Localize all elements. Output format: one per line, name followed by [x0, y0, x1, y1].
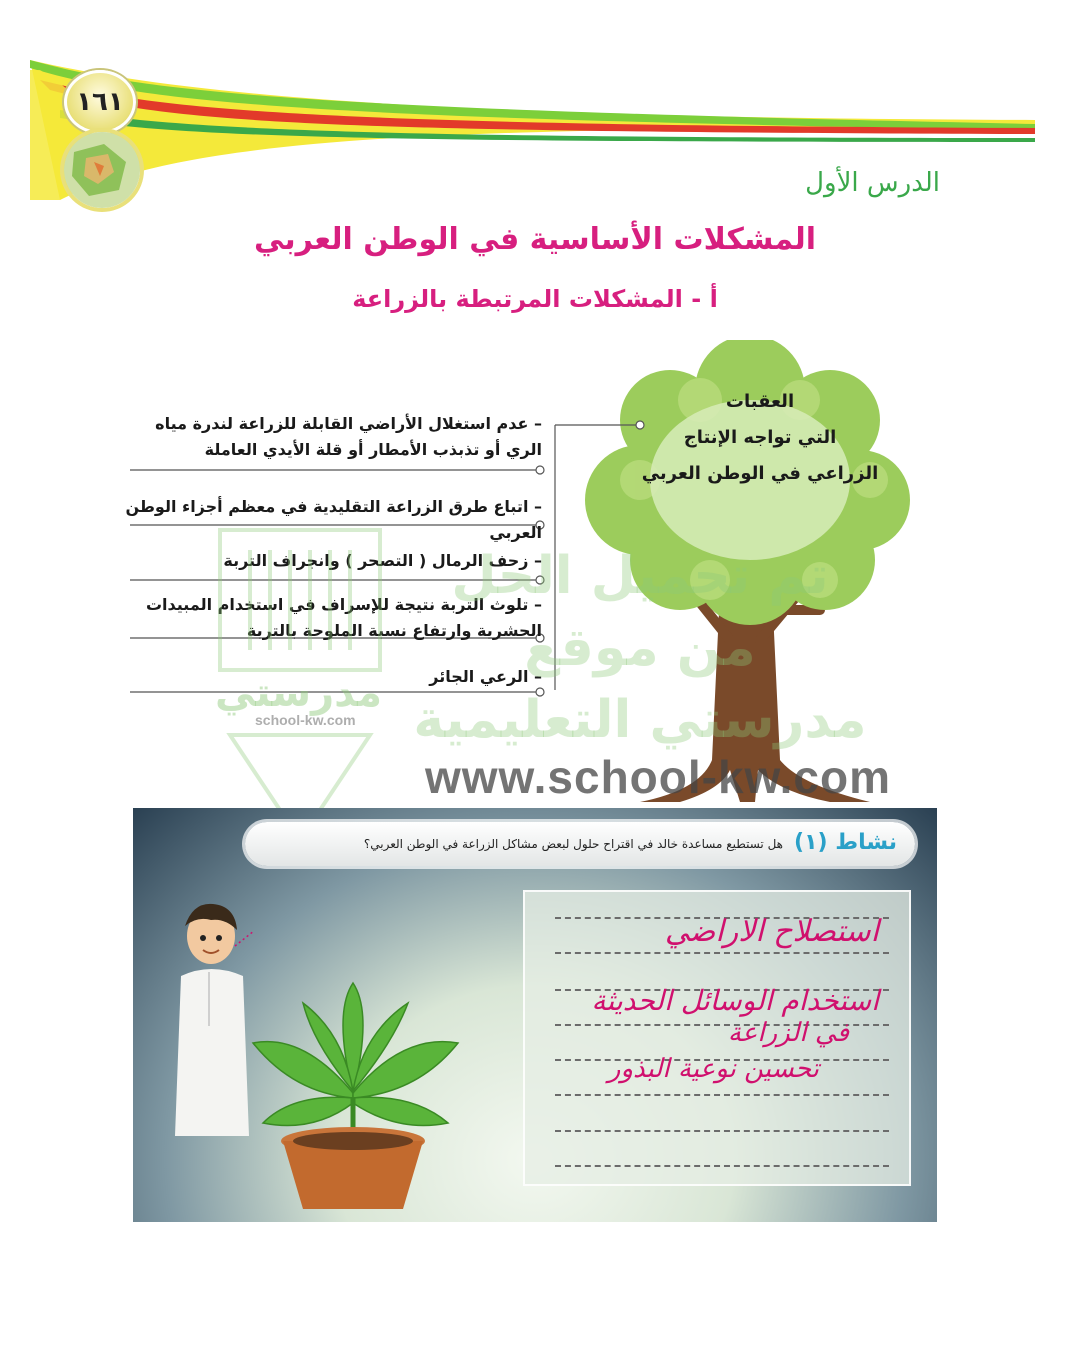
handwritten-answer: استخدام الوسائل الحديثة	[591, 984, 879, 1017]
watermark-logo-url: school-kw.com	[255, 712, 356, 728]
handwritten-answer: في الزراعة	[727, 1018, 849, 1048]
problem-item: – زحف الرمال ( التصحر ) وانجراف التربة	[223, 551, 542, 570]
problem-item: – الرعي الجائر	[429, 667, 542, 686]
potted-plant-illustration	[233, 973, 473, 1213]
handwritten-answer: استصلاح الاراضي	[664, 914, 879, 949]
tree-caption	[640, 384, 880, 492]
lesson-label: الدرس الأول	[805, 168, 940, 198]
map-thumbnail	[60, 128, 144, 212]
watermark-line-1: تم تحميل الحل	[451, 546, 829, 606]
watermark-line-2: من موقع	[524, 618, 756, 678]
tree-caption-line-1: العقبات	[725, 391, 795, 412]
watermark-url: www.school-kw.com	[425, 751, 891, 803]
answer-card	[523, 890, 911, 1186]
page-number: ١٦١	[64, 70, 136, 134]
problem-item: – تلوث التربة نتيجة للإسراف في استخدام المبيدات الحشرية وارتفاع نسبة الملوحة بالتربة	[145, 595, 542, 640]
activity-question: هل تستطيع مساعدة خالد في اقتراح حلول لبعض مشاكل الزراعة في الوطن العربي؟	[363, 837, 783, 851]
activity-label: نشاط (١)	[794, 830, 897, 855]
answer-line	[555, 1094, 889, 1096]
question-bubble	[245, 822, 915, 866]
section-title: أ - المشكلات المرتبطة بالزراعة	[352, 285, 718, 313]
watermark-logo-text: مدرستي	[215, 670, 383, 716]
answer-line	[555, 1130, 889, 1132]
problem-item: – عدم استغلال الأراضي القابلة للزراعة لندرة مياه الري أو تذبذب الأمطار أو قلة الأيدي العاملة	[155, 414, 542, 459]
problem-item: – اتباع طرق الزراعة التقليدية في معظم أجزاء الوطن العربي	[125, 497, 542, 542]
activity-panel	[133, 808, 937, 1222]
handwritten-answer: تحسين نوعية البذور	[607, 1054, 819, 1084]
main-title: المشكلات الأساسية في الوطن العربي	[253, 222, 817, 257]
watermark-line-3: مدرستي التعليمية	[413, 690, 867, 750]
tree-caption-line-3: الزراعي في الوطن العربي	[641, 463, 879, 484]
answer-line	[555, 1165, 889, 1167]
answer-line	[555, 952, 889, 954]
tree-caption-line-2: التي تواجه الإنتاج	[683, 427, 837, 448]
